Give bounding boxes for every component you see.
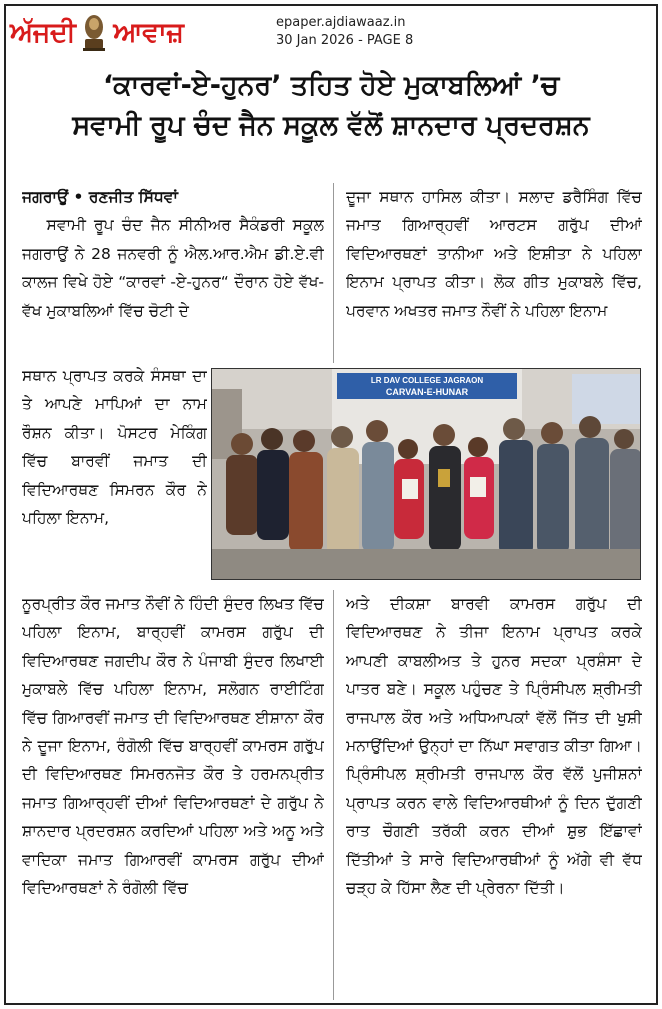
article-text-right-top: ਦੂਜਾ ਸਥਾਨ ਹਾਸਿਲ ਕੀਤਾ। ਸਲਾਦ ਡਰੈਸਿੰਗ ਵਿੱਚ ਜਮਾਤ ਗਿਆਰ੍ਹਵੀਂ ਆਰਟਸ ਗਰੁੱਪ ਦੀਆਂ ਵਿਦਿਆਰਥਣਾਂ ਤਾਨੀਆ ਅਤੇ ਇਸ਼ੀਤਾ ਨੇ ਪਹਿਲਾ ਇਨਾਮ ਪ੍ਰਾਪਤ ਕੀਤਾ। ਲੋਕ ਗੀਤ ਮੁਕਾਬਲੇ ਵਿੱਚ, ਪਰਵਾਨ ਅਖਤਰ ਜਮਾਤ ਨੌਵੀਂ ਨੇ ਪਹਿਲਾ ਇਨਾਮ — [346, 188, 642, 320]
article-column-left-top — [22, 183, 324, 363]
logo-text-left: ਅੱਜਦੀ — [10, 16, 76, 48]
photo-banner-line-2: CARVAN-E-HUNAR — [385, 387, 469, 397]
article-column-right-top — [346, 183, 642, 363]
logo-text-right: ਆਵਾਜ਼ — [113, 16, 184, 48]
headline-line-1: ‘ਕਾਰਵਾਂ-ਏ-ਹੁਨਰ’ ਤਹਿਤ ਹੋਏ ਮੁਕਾਬਲਿਆਂ ’ਚ — [102, 70, 560, 101]
byline: ਜਗਰਾਉਂ • ਰਣਜੀਤ ਸਿੱਧਵਾਂ — [22, 188, 178, 206]
emblem-icon — [79, 11, 109, 53]
headline — [10, 66, 652, 146]
headline-line-2: ਸਵਾਮੀ ਰੂਪ ਚੰਦ ਜੈਨ ਸਕੂਲ ਵੱਲੋਂ ਸ਼ਾਨਦਾਰ ਪ੍ਰਦਰਸ਼ਨ — [72, 110, 590, 141]
column-divider — [333, 183, 334, 363]
column-divider — [333, 590, 334, 1000]
edition-info — [276, 14, 413, 50]
article-text-right-bottom: ਅਤੇ ਦੀਕਸ਼ਾ ਬਾਰਵੀ ਕਾਮਰਸ ਗਰੁੱਪ ਦੀ ਵਿਦਿਆਰਥਣ ਨੇ ਤੀਜਾ ਇਨਾਮ ਪ੍ਰਾਪਤ ਕਰਕੇ ਆਪਣੀ ਕਾਬਲੀਅਤ ਤੇ ਹੁਨਰ ਸਦਕਾ ਪ੍ਰਸ਼ੰਸਾ ਦੇ ਪਾਤਰ ਬਣੇ। ਸਕੂਲ ਪਹੁੰਚਣ ਤੇ ਪ੍ਰਿੰਸੀਪਲ ਸ਼੍ਰੀਮਤੀ ਰਾਜਪਾਲ ਕੌਰ ਅਤੇ ਅਧਿਆਪਕਾਂ ਵੱਲੋਂ ਜਿੱਤ ਦੀ ਖੁਸ਼ੀ ਮਨਾਉਂਦਿਆਂ ਉਨ੍ਹਾਂ ਦਾ ਨਿੱਘਾ ਸਵਾਗਤ ਕੀਤਾ ਗਿਆ। ਪ੍ਰਿੰਸੀਪਲ ਸ਼੍ਰੀਮਤੀ ਰਾਜਪਾਲ ਕੌਰ ਵੱਲੋਂ ਪੁਜੀਸ਼ਨਾਂ ਪ੍ਰਾਪਤ ਕਰਨ ਵਾਲੇ ਵਿਦਿਆਰਥੀਆਂ ਨੂੰ ਦਿਨ ਦੁੱਗਣੀ ਰਾਤ ਚੌਗਣੀ ਤਰੱਕੀ ਕਰਨ ਦੀਆਂ ਸ਼ੁਭ ਇੱਛਾਵਾਂ ਦਿੱਤੀਆਂ ਤੇ ਸਾਰੇ ਵਿਦਿਆਰਥੀਆਂ ਨੂੰ ਅੱਗੇ ਵੀ ਵੱਧ ਚੜ੍ਹ ਕੇ ਹਿੱਸਾ ਲੈਣ ਦੀ ਪ੍ਰੇਰਨਾ ਦਿੱਤੀ। — [346, 595, 642, 898]
newspaper-logo[interactable] — [10, 8, 265, 56]
article-text-left-wrap: ਸਥਾਨ ਪ੍ਰਾਪਤ ਕਰਕੇ ਸੰਸਥਾ ਦਾ ਤੇ ਆਪਣੇ ਮਾਪਿਆਂ ਦਾ ਨਾਮ ਰੌਸ਼ਨ ਕੀਤਾ। ਪੋਸਟਰ ਮੇਕਿੰਗ ਵਿੱਚ ਬਾਰਵੀਂ ਜਮਾਤ ਦੀ ਵਿਦਿਆਰਥਣ ਸਿਮਰਨ ਕੌਰ ਨੇ ਪਹਿਲਾ ਇਨਾਮ, — [22, 367, 207, 528]
site-url[interactable]: epaper.ajdiawaaz.in — [276, 15, 406, 30]
masthead — [6, 6, 656, 60]
article-column-right-bottom — [346, 590, 642, 1000]
date-page: 30 Jan 2026 - PAGE 8 — [276, 33, 414, 48]
article-text-left-top: ਸਵਾਮੀ ਰੂਪ ਚੰਦ ਜੈਨ ਸੀਨੀਅਰ ਸੈਕੰਡਰੀ ਸਕੂਲ ਜਗਰਾਉਂ ਨੇ 28 ਜਨਵਰੀ ਨੂੰ ਐਲ.ਆਰ.ਐਮ ਡੀ.ਏ.ਵੀ ਕਾਲਜ ਵਿਖੇ ਹੋਏ “ਕਾਰਵਾਂ -ਏ-ਹੁਨਰ“ ਦੌਰਾਨ ਹੋਏ ਵੱਖ-ਵੱਖ ਮੁਕਾਬਲਿਆਂ ਵਿੱਚ ਚੋਟੀ ਦੇ — [22, 216, 324, 320]
photo-banner-line-1: LR DAV COLLEGE JAGRAON — [370, 376, 484, 385]
article-column-left-wrap — [22, 362, 207, 592]
article-column-left-bottom — [22, 590, 324, 1000]
group-photo-image — [212, 369, 641, 580]
article-photo[interactable] — [211, 368, 641, 580]
article-text-left-bottom: ਨੂਰਪ੍ਰੀਤ ਕੌਰ ਜਮਾਤ ਨੌਵੀਂ ਨੇ ਹਿੰਦੀ ਸੁੰਦਰ ਲਿਖਤ ਵਿੱਚ ਪਹਿਲਾ ਇਨਾਮ, ਬਾਰ੍ਹਵੀਂ ਕਾਮਰਸ ਗਰੁੱਪ ਦੀ ਵਿਦਿਆਰਥਣ ਜਗਦੀਪ ਕੌਰ ਨੇ ਪੰਜਾਬੀ ਸੁੰਦਰ ਲਿਖਾਈ ਮੁਕਾਬਲੇ ਵਿੱਚ ਪਹਿਲਾ ਇਨਾਮ, ਸਲੋਗਨ ਰਾਈਟਿੰਗ ਵਿੱਚ ਗਿਆਰਵੀਂ ਜਮਾਤ ਦੀ ਵਿਦਿਆਰਥਣ ਈਸ਼ਾਨਾ ਕੌਰ ਨੇ ਦੂਜਾ ਇਨਾਮ, ਰੰਗੋਲੀ ਵਿੱਚ ਬਾਰ੍ਹਵੀਂ ਕਾਮਰਸ ਗਰੁੱਪ ਦੀ ਵਿਦਿਆਰਥਣ ਸਿਮਰਨਜੋਤ ਕੌਰ ਤੇ ਹਰਮਨਪ੍ਰੀਤ ਜਮਾਤ ਗਿਆਰ੍ਹਵੀਂ ਦੀਆਂ ਵਿਦਿਆਰਥਣਾਂ ਦੇ ਗਰੁੱਪ ਨੇ ਸ਼ਾਨਦਾਰ ਪ੍ਰਦਰਸ਼ਨ ਕਰਦਿਆਂ ਪਹਿਲਾ ਅਤੇ ਅਨੂ ਅਤੇ ਵਾਦਿਕਾ ਜਮਾਤ ਗਿਆਰਵੀਂ ਕਾਮਰਸ ਗਰੁੱਪ ਦੀਆਂ ਵਿਦਿਆਰਥਣਾਂ ਨੇ ਰੰਗੋਲੀ ਵਿੱਚ — [22, 595, 324, 898]
